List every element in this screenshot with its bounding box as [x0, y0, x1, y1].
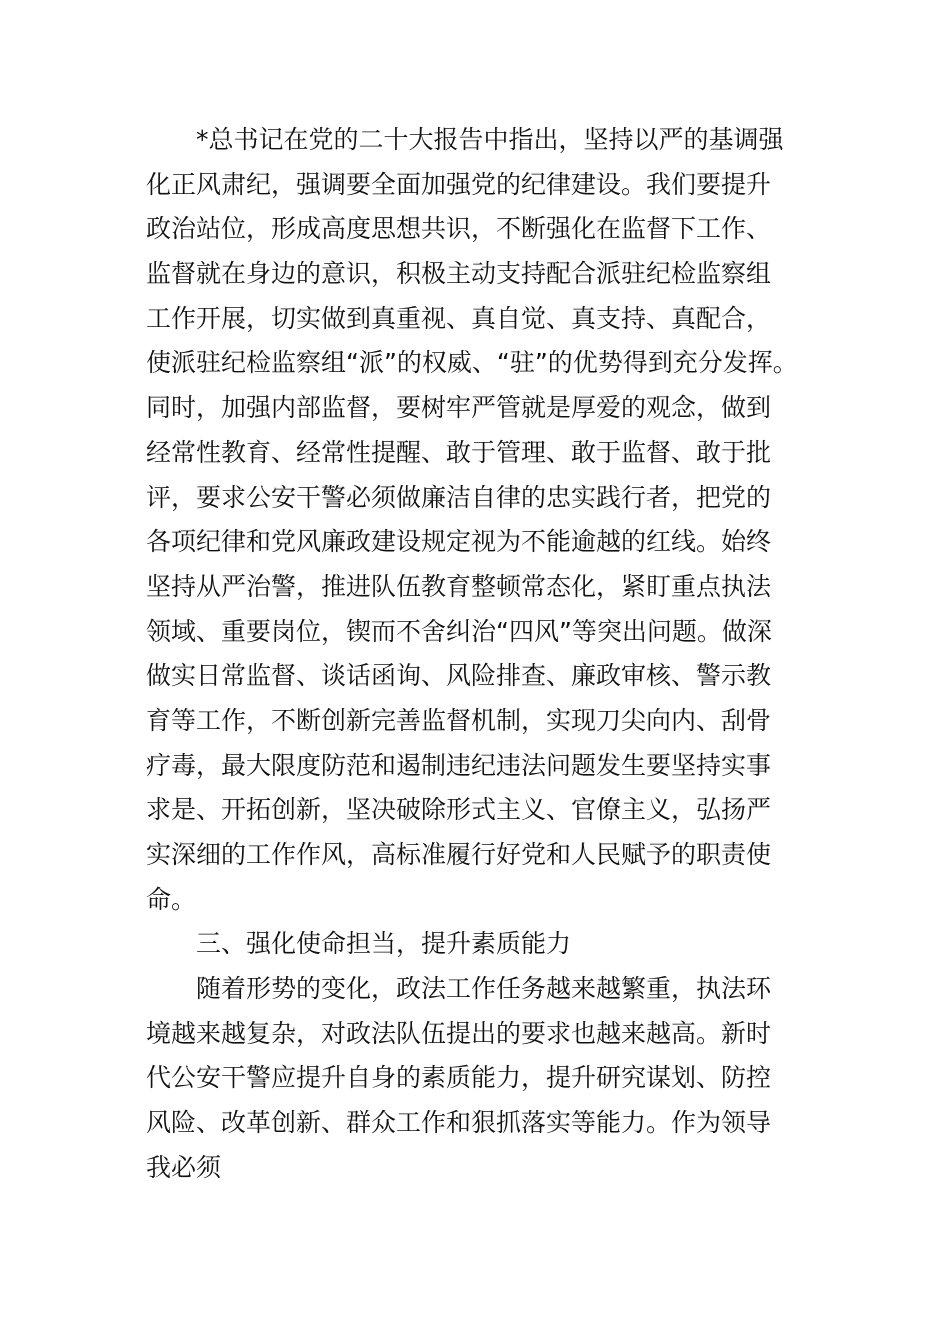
paragraph-line: 同时，加强内部监督，要树牢严管就是厚爱的观念，做到 [146, 393, 772, 423]
paragraph-line: 监督就在身边的意识，积极主动支持配合派驻纪检监察组 [146, 259, 772, 289]
paragraph-line: 随着形势的变化，政法工作任务越来越繁重，执法环 [196, 974, 772, 1004]
paragraph-line: 命。 [146, 884, 197, 914]
paragraph-line: *总书记在党的二十大报告中指出，坚持以严的基调强 [196, 125, 784, 154]
paragraph-line: 疗毒，最大限度防范和遏制违纪违法问题发生要坚持实事 [146, 750, 772, 780]
paragraph-1 [146, 118, 826, 922]
document-body [146, 118, 826, 1191]
paragraph-line: 经常性教育、经常性提醒、敢于管理、敢于监督、敢于批 [146, 437, 772, 467]
paragraph-line: 我必须 [146, 1152, 222, 1182]
paragraph-line: 领域、重要岗位，锲而不舍纠治“四风”等突出问题。做深 [146, 616, 772, 646]
paragraph-line: 境越来越复杂，对政法队伍提出的要求也越来越高。新时 [146, 1018, 772, 1048]
section-heading: 三、强化使命担当，提升素质能力 [196, 929, 572, 959]
paragraph-line: 风险、改革创新、群众工作和狠抓落实等能力。作为领导 [146, 1108, 772, 1138]
paragraph-line: 使派驻纪检监察组“派”的权威、“驻”的优势得到充分发挥。 [146, 348, 798, 378]
paragraph-line: 坚持从严治警，推进队伍教育整顿常态化，紧盯重点执法 [146, 571, 772, 601]
paragraph-line: 评，要求公安干警必须做廉洁自律的忠实践行者，把党的 [146, 482, 772, 512]
paragraph-line: 育等工作，不断创新完善监督机制，实现刀尖向内、刮骨 [146, 705, 772, 735]
paragraph-line: 工作开展，切实做到真重视、真自觉、真支持、真配合， [146, 303, 772, 333]
paragraph-line: 实深细的工作作风，高标准履行好党和人民赋予的职责使 [146, 840, 772, 869]
paragraph-line: 化正风肃纪，强调要全面加强党的纪律建设。我们要提升 [146, 169, 772, 199]
paragraph-line: 求是、开拓创新，坚决破除形式主义、官僚主义，弘扬严 [146, 795, 772, 825]
paragraph-line: 各项纪律和党风廉政建设规定视为不能逾越的红线。始终 [146, 527, 772, 557]
paragraph-line: 做实日常监督、谈话函询、风险排查、廉政审核、警示教 [146, 661, 772, 691]
paragraph-line: 政治站位，形成高度思想共识，不断强化在监督下工作、 [146, 214, 772, 244]
paragraph-line: 代公安干警应提升自身的素质能力，提升研究谋划、防控 [146, 1063, 772, 1093]
paragraph-2 [146, 967, 826, 1190]
